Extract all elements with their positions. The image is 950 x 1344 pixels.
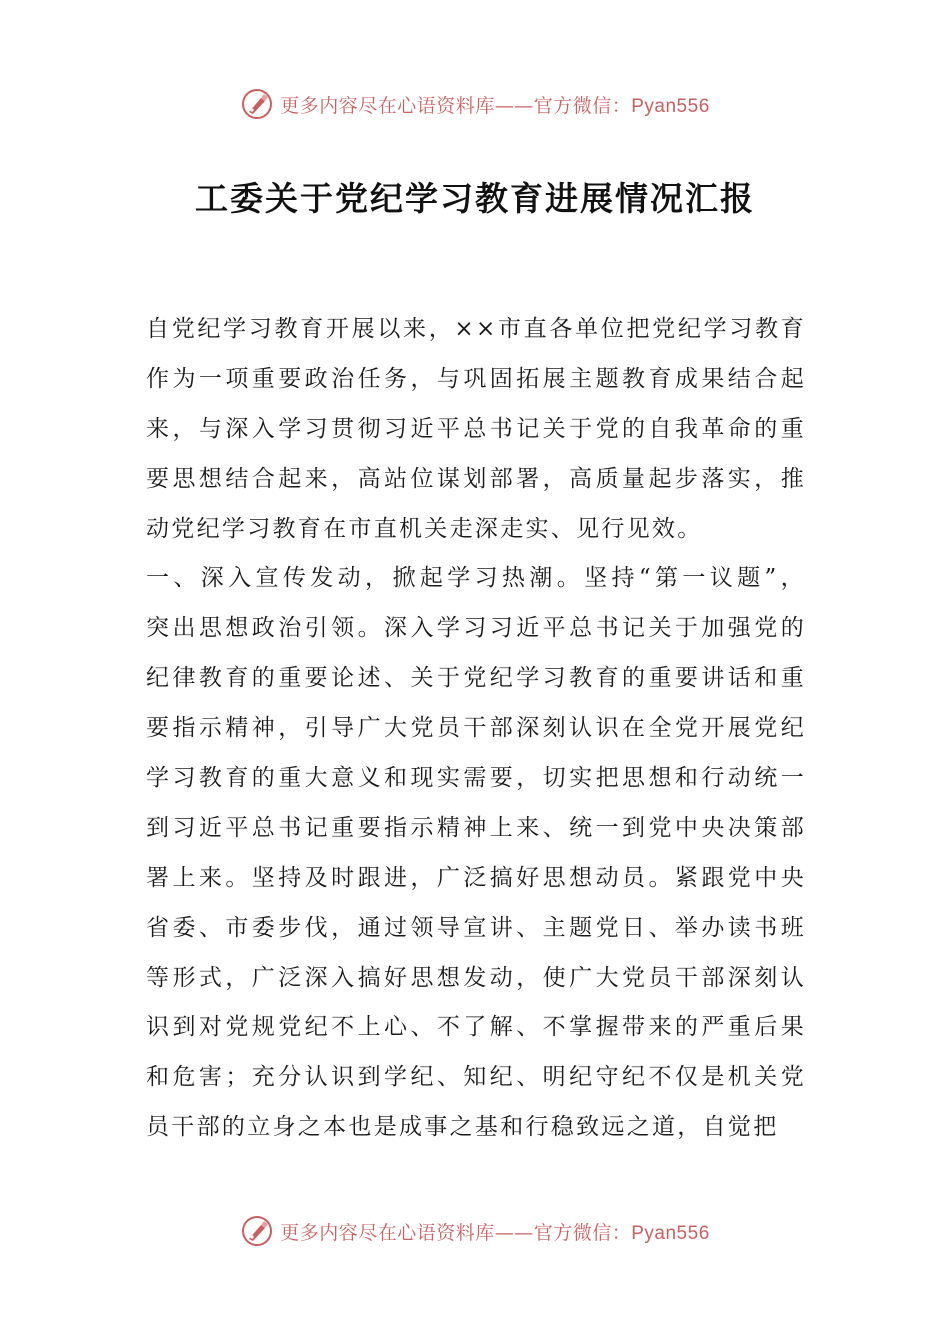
body-text-line: 作为一项重要政治任务，与巩固拓展主题教育成果结合起 (146, 365, 806, 392)
body-text-line: 到习近平总书记重要指示精神上来、统一到党中央决策部 (146, 814, 806, 841)
body-text-line: 要指示精神，引导广大党员干部深刻认识在全党开展党纪 (146, 715, 806, 742)
body-text-line: 自党纪学习教育开展以来，××市直各单位把党纪学习教育 (146, 316, 806, 342)
body-text-line: 等形式，广泛深入搞好思想发动，使广大党员干部深刻认 (146, 964, 806, 991)
body-text-line: 署上来。坚持及时跟进，广泛搞好思想动员。紧跟党中央 (146, 864, 806, 891)
body-text-line: 来，与深入学习贯彻习近平总书记关于党的自我革命的重 (146, 415, 806, 442)
body-text-line: 动党纪学习教育在市直机关走深走实、见行见效。 (146, 515, 703, 542)
body-text-line: 纪律教育的重要论述、关于党纪学习教育的重要讲话和重 (146, 665, 806, 692)
wechat-id: Pyan556 (631, 95, 710, 117)
wechat-id: Pyan556 (631, 1222, 710, 1244)
body-text-line: 学习教育的重大意义和现实需要，切实把思想和行动统一 (146, 765, 806, 792)
document-body (146, 305, 806, 1153)
watermark-text: 更多内容尽在心语资料库——官方微信：Pyan556 (280, 94, 710, 117)
footer-watermark (0, 1211, 950, 1251)
pen-nib-logo-icon (240, 87, 274, 121)
document-title: 工委关于党纪学习教育进展情况汇报 (195, 179, 755, 218)
body-text-line: 省委、市委步伐，通过领导宣讲、主题党日、举办读书班 (146, 914, 806, 941)
header-watermark (0, 84, 950, 124)
body-text-line: 突出思想政治引领。深入学习习近平总书记关于加强党的 (146, 615, 806, 642)
pen-nib-logo-icon (240, 1214, 274, 1248)
body-text-line: 和危害；充分认识到学纪、知纪、明纪守纪不仅是机关党 (146, 1064, 806, 1091)
body-text-line: 识到对党规党纪不上心、不了解、不掌握带来的严重后果 (146, 1014, 806, 1041)
watermark-text: 更多内容尽在心语资料库——官方微信：Pyan556 (280, 1221, 710, 1244)
body-text-line: 员干部的立身之本也是成事之基和行稳致远之道，自觉把 (146, 1114, 779, 1141)
body-text-line: 一、深入宣传发动，掀起学习热潮。坚持“第一议题”， (146, 565, 806, 592)
body-text-line: 要思想结合起来，高站位谋划部署，高质量起步落实，推 (146, 465, 806, 492)
